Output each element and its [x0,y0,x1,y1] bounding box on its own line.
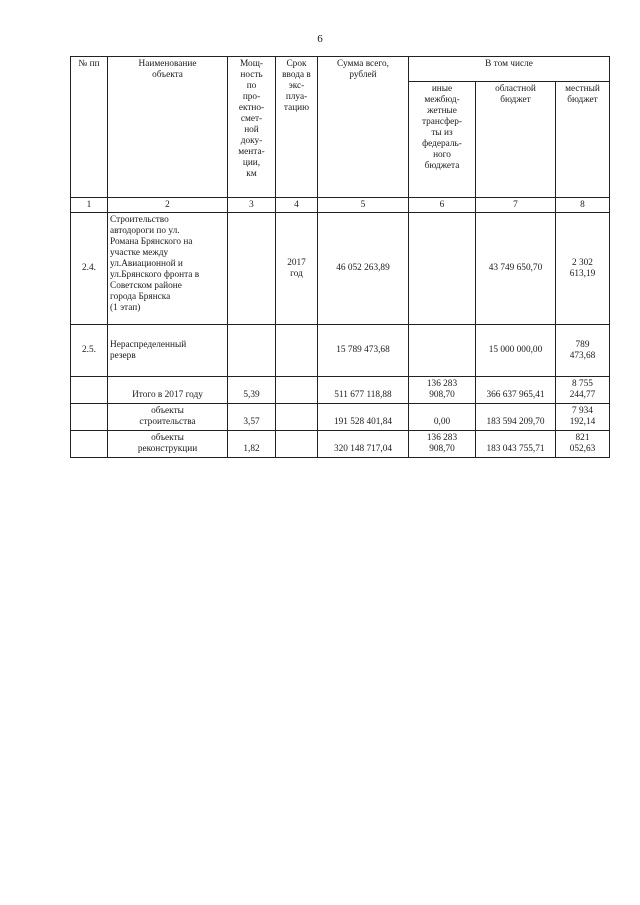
local-cell: 821 052,63 [556,431,610,458]
header-local: местный бюджет [556,82,610,198]
header-regional: областной бюджет [476,82,556,198]
header-num: № пп [71,57,108,198]
term-cell [276,377,318,404]
object-name: объекты реконструкции [108,431,228,458]
header-row [71,57,610,82]
row-number: 2.4. [71,213,108,325]
term-cell [276,325,318,377]
local-cell: 2 302 613,19 [556,213,610,325]
total-cell: 15 789 473,68 [318,325,409,377]
term-cell: 2017 год [276,213,318,325]
row-number [71,404,108,431]
regional-cell: 43 749 650,70 [476,213,556,325]
regional-cell: 183 043 755,71 [476,431,556,458]
object-name: Строительство автодороги по ул. Романа Брянского на участке между ул.Авиационной и ул.Брянского фронта в Советском районе города Брянска (1 этап) [108,213,228,325]
row-number [71,431,108,458]
table-row [71,431,610,458]
federal-cell [409,325,476,377]
regional-cell: 183 594 209,70 [476,404,556,431]
total-cell: 191 528 401,84 [318,404,409,431]
column-number-row [71,198,610,213]
header-total: Сумма всего, рублей [318,57,409,198]
federal-cell [409,213,476,325]
object-name: Нераспределенный резерв [108,325,228,377]
capacity-cell: 3,57 [228,404,276,431]
total-cell: 511 677 118,88 [318,377,409,404]
object-name: Итого в 2017 году [108,377,228,404]
table-row [71,404,610,431]
object-name: объекты строительства [108,404,228,431]
local-cell: 789 473,68 [556,325,610,377]
col-number: 7 [476,198,556,213]
federal-cell: 136 283 908,70 [409,377,476,404]
regional-cell: 15 000 000,00 [476,325,556,377]
capacity-cell: 1,82 [228,431,276,458]
term-cell [276,404,318,431]
local-cell: 8 755 244,77 [556,377,610,404]
col-number: 2 [108,198,228,213]
col-number: 5 [318,198,409,213]
regional-cell: 366 637 965,41 [476,377,556,404]
budget-table [70,56,610,458]
col-number: 8 [556,198,610,213]
col-number: 4 [276,198,318,213]
table-row [71,325,610,377]
table-row [71,377,610,404]
col-number: 3 [228,198,276,213]
col-number: 1 [71,198,108,213]
header-federal: иные межбюд- жетные трансфер- ты из федераль- ного бюджета [409,82,476,198]
capacity-cell: 5,39 [228,377,276,404]
total-cell: 46 052 263,89 [318,213,409,325]
row-number: 2.5. [71,325,108,377]
header-term: Срок ввода в экс- плуа- тацию [276,57,318,198]
local-cell: 7 934 192,14 [556,404,610,431]
federal-cell: 136 283 908,70 [409,431,476,458]
federal-cell: 0,00 [409,404,476,431]
capacity-cell [228,325,276,377]
total-cell: 320 148 717,04 [318,431,409,458]
term-cell [276,431,318,458]
col-number: 6 [409,198,476,213]
capacity-cell [228,213,276,325]
row-number [71,377,108,404]
table-row [71,213,610,325]
header-capacity: Мощ- ность по про- ектно- смет- ной доку- мента- ции, км [228,57,276,198]
header-group: В том числе [409,57,610,82]
header-name: Наименование объекта [108,57,228,198]
page-number: 6 [317,33,323,45]
